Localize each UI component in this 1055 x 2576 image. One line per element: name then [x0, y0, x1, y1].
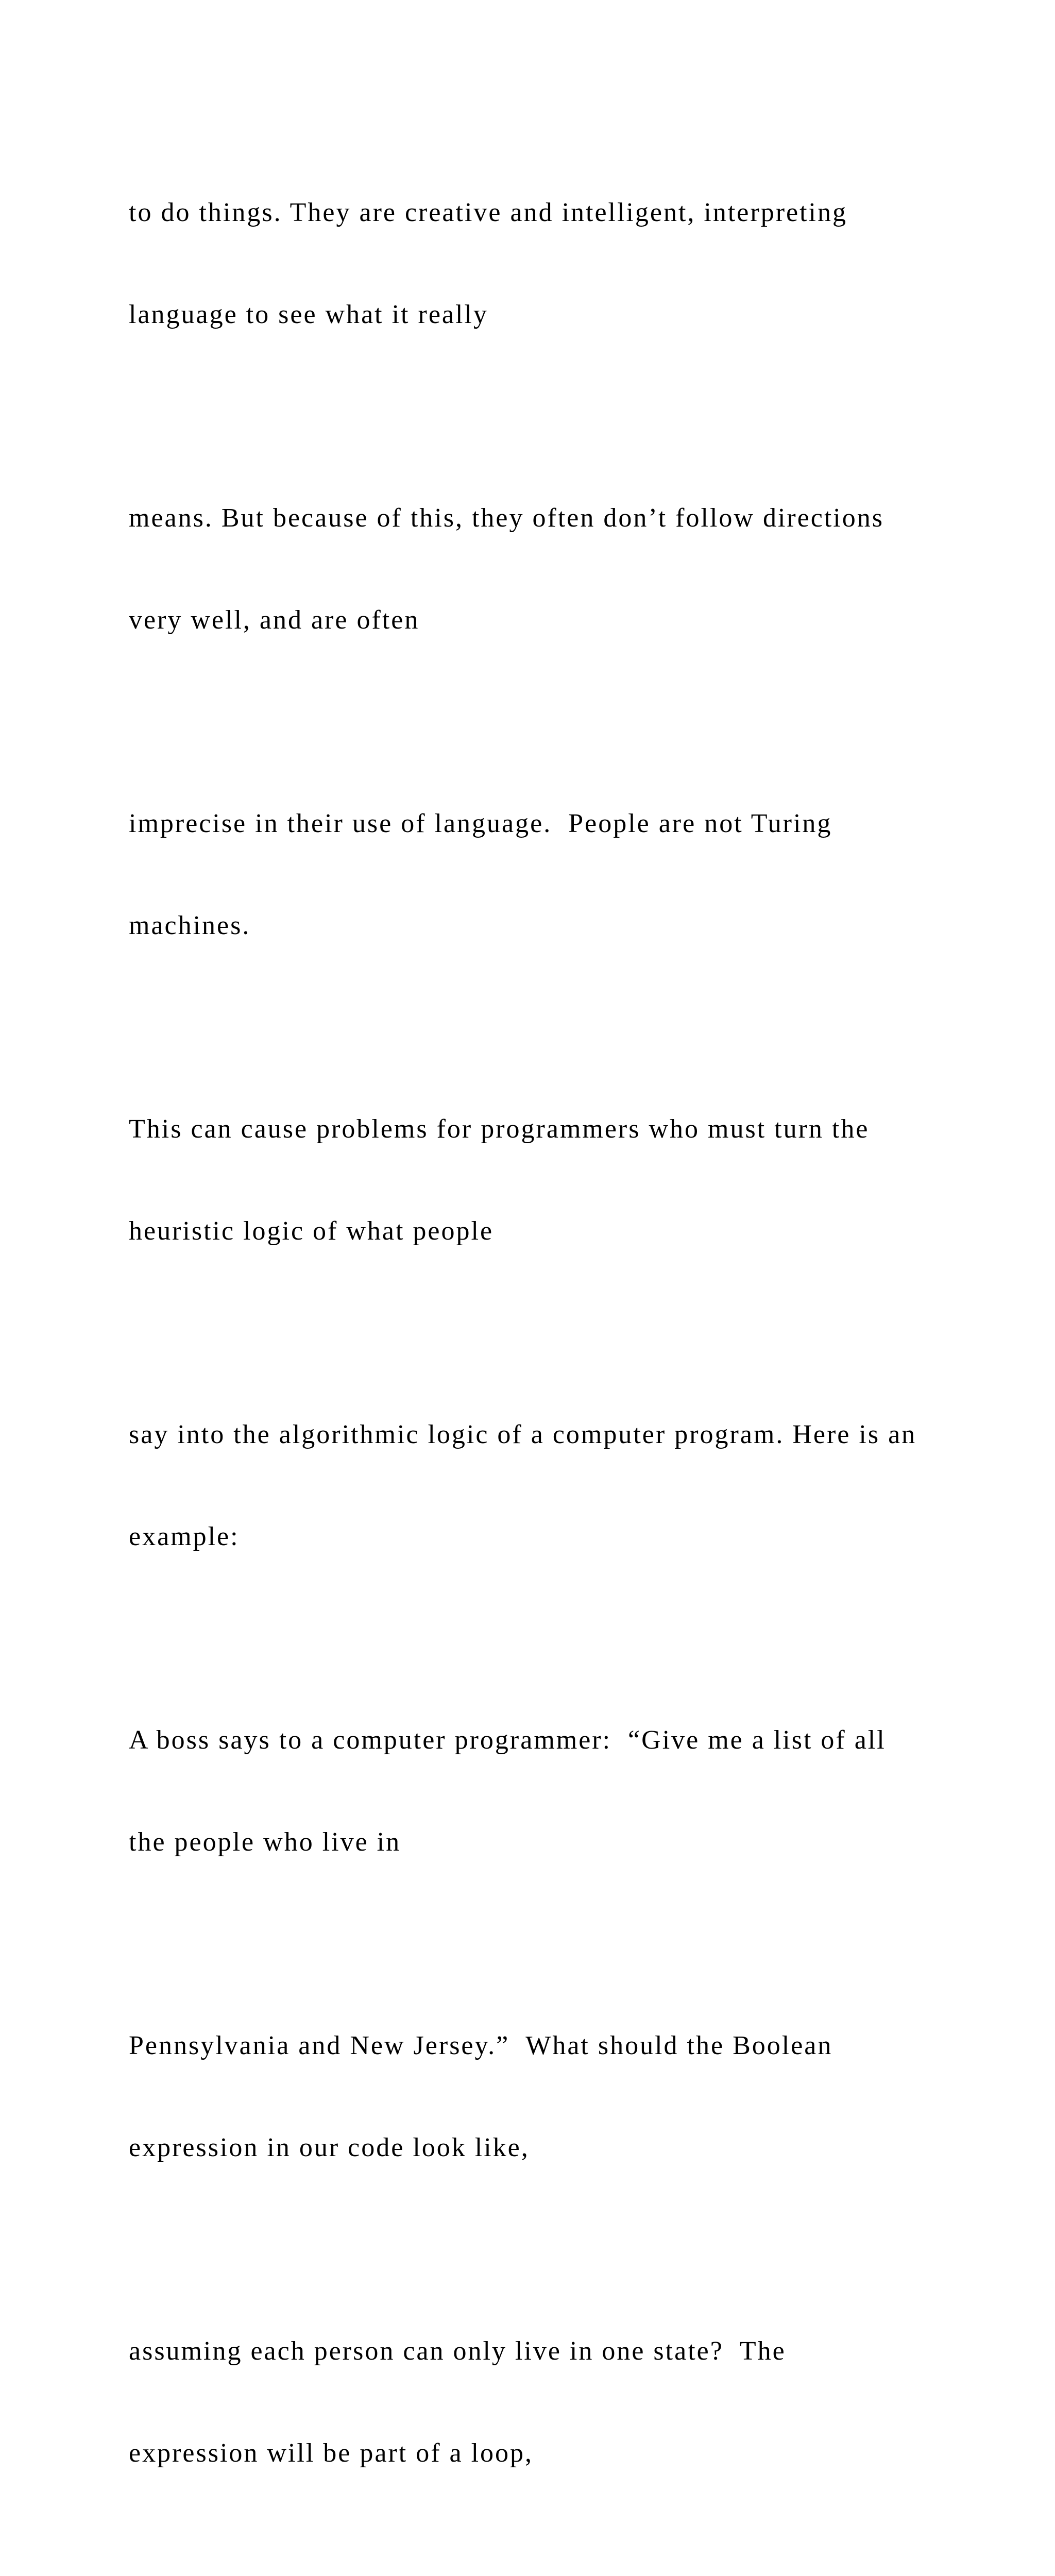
- text-line: machines.: [129, 911, 251, 940]
- text-line: heuristic logic of what people: [129, 1216, 494, 1246]
- text-line: to do things. They are creative and intelligent, interpreting: [129, 198, 847, 227]
- text-line: example:: [129, 1522, 240, 1551]
- paragraph-8: [129, 2266, 963, 2538]
- text-line: A boss says to a computer programmer: “Give me a list of all: [129, 1725, 886, 1755]
- paragraph-9: [129, 2572, 963, 2576]
- text-line: say into the algorithmic logic of a computer program. Here is an: [129, 1420, 917, 1449]
- text-line: Pennsylvania and New Jersey.” What should the Boolean: [129, 2031, 833, 2060]
- paragraph-2: [129, 433, 963, 705]
- text-line: assuming each person can only live in one state? The: [129, 2336, 786, 2366]
- paragraph-4: [129, 1044, 963, 1316]
- paragraph-6: [129, 1655, 963, 1927]
- text-line: This can cause problems for programmers who must turn the: [129, 1114, 870, 1144]
- body-text: [129, 128, 963, 2576]
- paragraph-1: [129, 128, 963, 400]
- text-line: the people who live in: [129, 1827, 401, 1857]
- paragraph-5: [129, 1350, 963, 1622]
- text-line: expression will be part of a loop,: [129, 2438, 534, 2468]
- text-line: imprecise in their use of language. People are not Turing: [129, 809, 832, 838]
- text-line: means. But because of this, they often don’t follow directions: [129, 503, 884, 533]
- paragraph-3: [129, 739, 963, 1011]
- text-line: language to see what it really: [129, 300, 488, 329]
- paragraph-7: [129, 1961, 963, 2233]
- text-line: expression in our code look like,: [129, 2133, 530, 2162]
- text-line: very well, and are often: [129, 605, 420, 635]
